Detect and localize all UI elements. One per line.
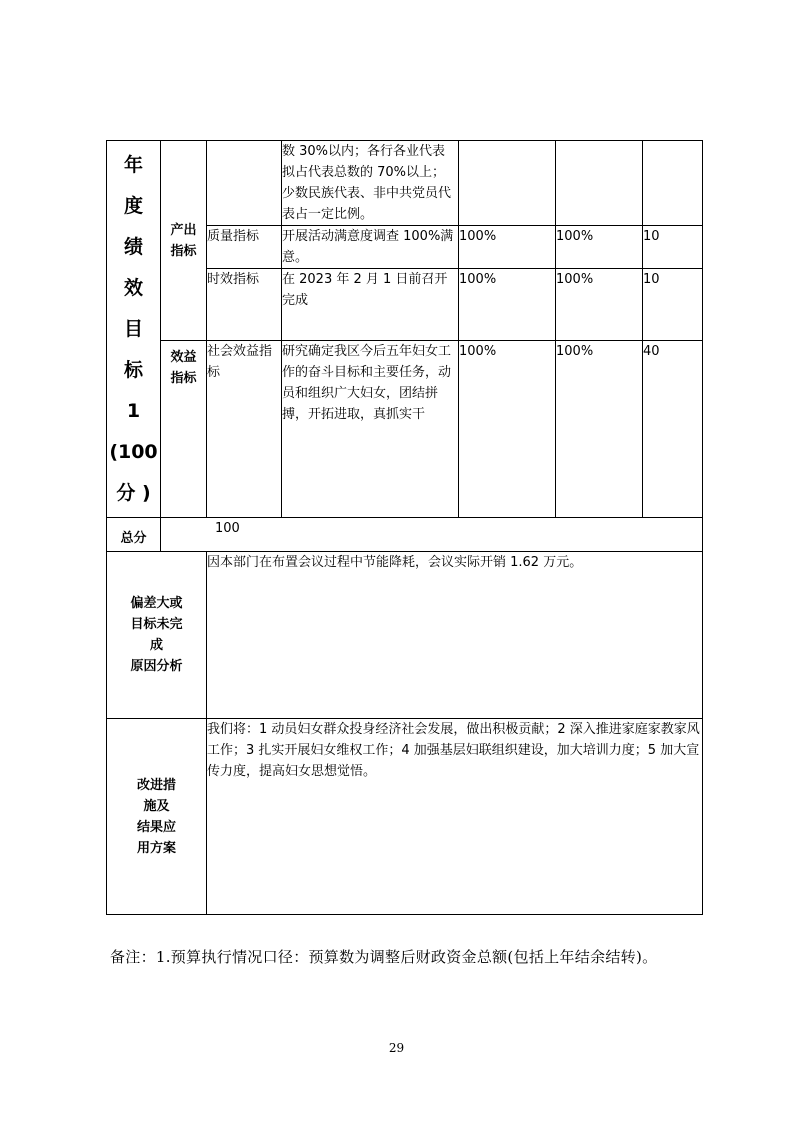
deviation-reason-text: 因本部门在布置会议过程中节能降耗，会议实际开销 1.62 万元。 <box>207 552 703 719</box>
improvement-plan-text: 我们将：1 动员妇女群众投身经济社会发展，做出积极贡献；2 深入推进家庭家教家风工作；3 扎实开展妇女维权工作；4 加强基层妇联组织建设，加大培训力度；5 加大宣传力度，提高妇女思想觉悟。 <box>207 719 703 915</box>
deviation-row <box>107 552 703 719</box>
indicator-content-cell: 研究确定我区今后五年妇女工作的奋斗目标和主要任务，动员和组织广大妇女，团结拼搏，开拓进取，真抓实干 <box>282 341 459 518</box>
table-row <box>107 341 703 518</box>
page-number: 29 <box>388 1041 405 1055</box>
score-cell: 10 <box>643 269 703 341</box>
sub-indicator-cell: 时效指标 <box>207 269 282 341</box>
indicator-content-cell: 开展活动满意度调查 100%满意。 <box>282 226 459 269</box>
sub-indicator-cell: 社会效益指标 <box>207 341 282 518</box>
target-value-cell: 100% <box>459 341 556 518</box>
actual-value-cell: 100% <box>556 341 643 518</box>
target-value-cell <box>459 141 556 226</box>
indicator-content-cell: 数 30%以内；各行各业代表拟占代表总数的 70%以上；少数民族代表、非中共党员代表占一定比例。 <box>282 141 459 226</box>
output-indicator-category: 产出 指标 <box>161 141 207 341</box>
total-value: 100 <box>161 518 703 552</box>
actual-value-cell <box>556 141 643 226</box>
indicator-content-cell: 在 2023 年 2 月 1 日前召开完成 <box>282 269 459 341</box>
actual-value-cell: 100% <box>556 269 643 341</box>
score-cell <box>643 141 703 226</box>
total-label: 总分 <box>107 518 161 552</box>
actual-value-cell: 100% <box>556 226 643 269</box>
improvement-row <box>107 719 703 915</box>
performance-table <box>106 140 703 915</box>
deviation-reason-label: 偏差大或 目标未完 成 原因分析 <box>107 552 207 719</box>
target-value-cell: 100% <box>459 226 556 269</box>
score-cell: 40 <box>643 341 703 518</box>
sub-indicator-cell: 质量指标 <box>207 226 282 269</box>
target-value-cell: 100% <box>459 269 556 341</box>
total-row <box>107 518 703 552</box>
score-cell: 10 <box>643 226 703 269</box>
annual-target-header: 年 度 绩 效 目 标 1 (100 分 ) <box>107 141 161 518</box>
improvement-plan-label: 改进措 施及 结果应 用方案 <box>107 719 207 915</box>
benefit-indicator-category: 效益 指标 <box>161 341 207 518</box>
sub-indicator-cell <box>207 141 282 226</box>
table-row <box>107 141 703 226</box>
footnote: 备注：1.预算执行情况口径：预算数为调整后财政资金总额(包括上年结余结转)。 <box>110 948 658 966</box>
